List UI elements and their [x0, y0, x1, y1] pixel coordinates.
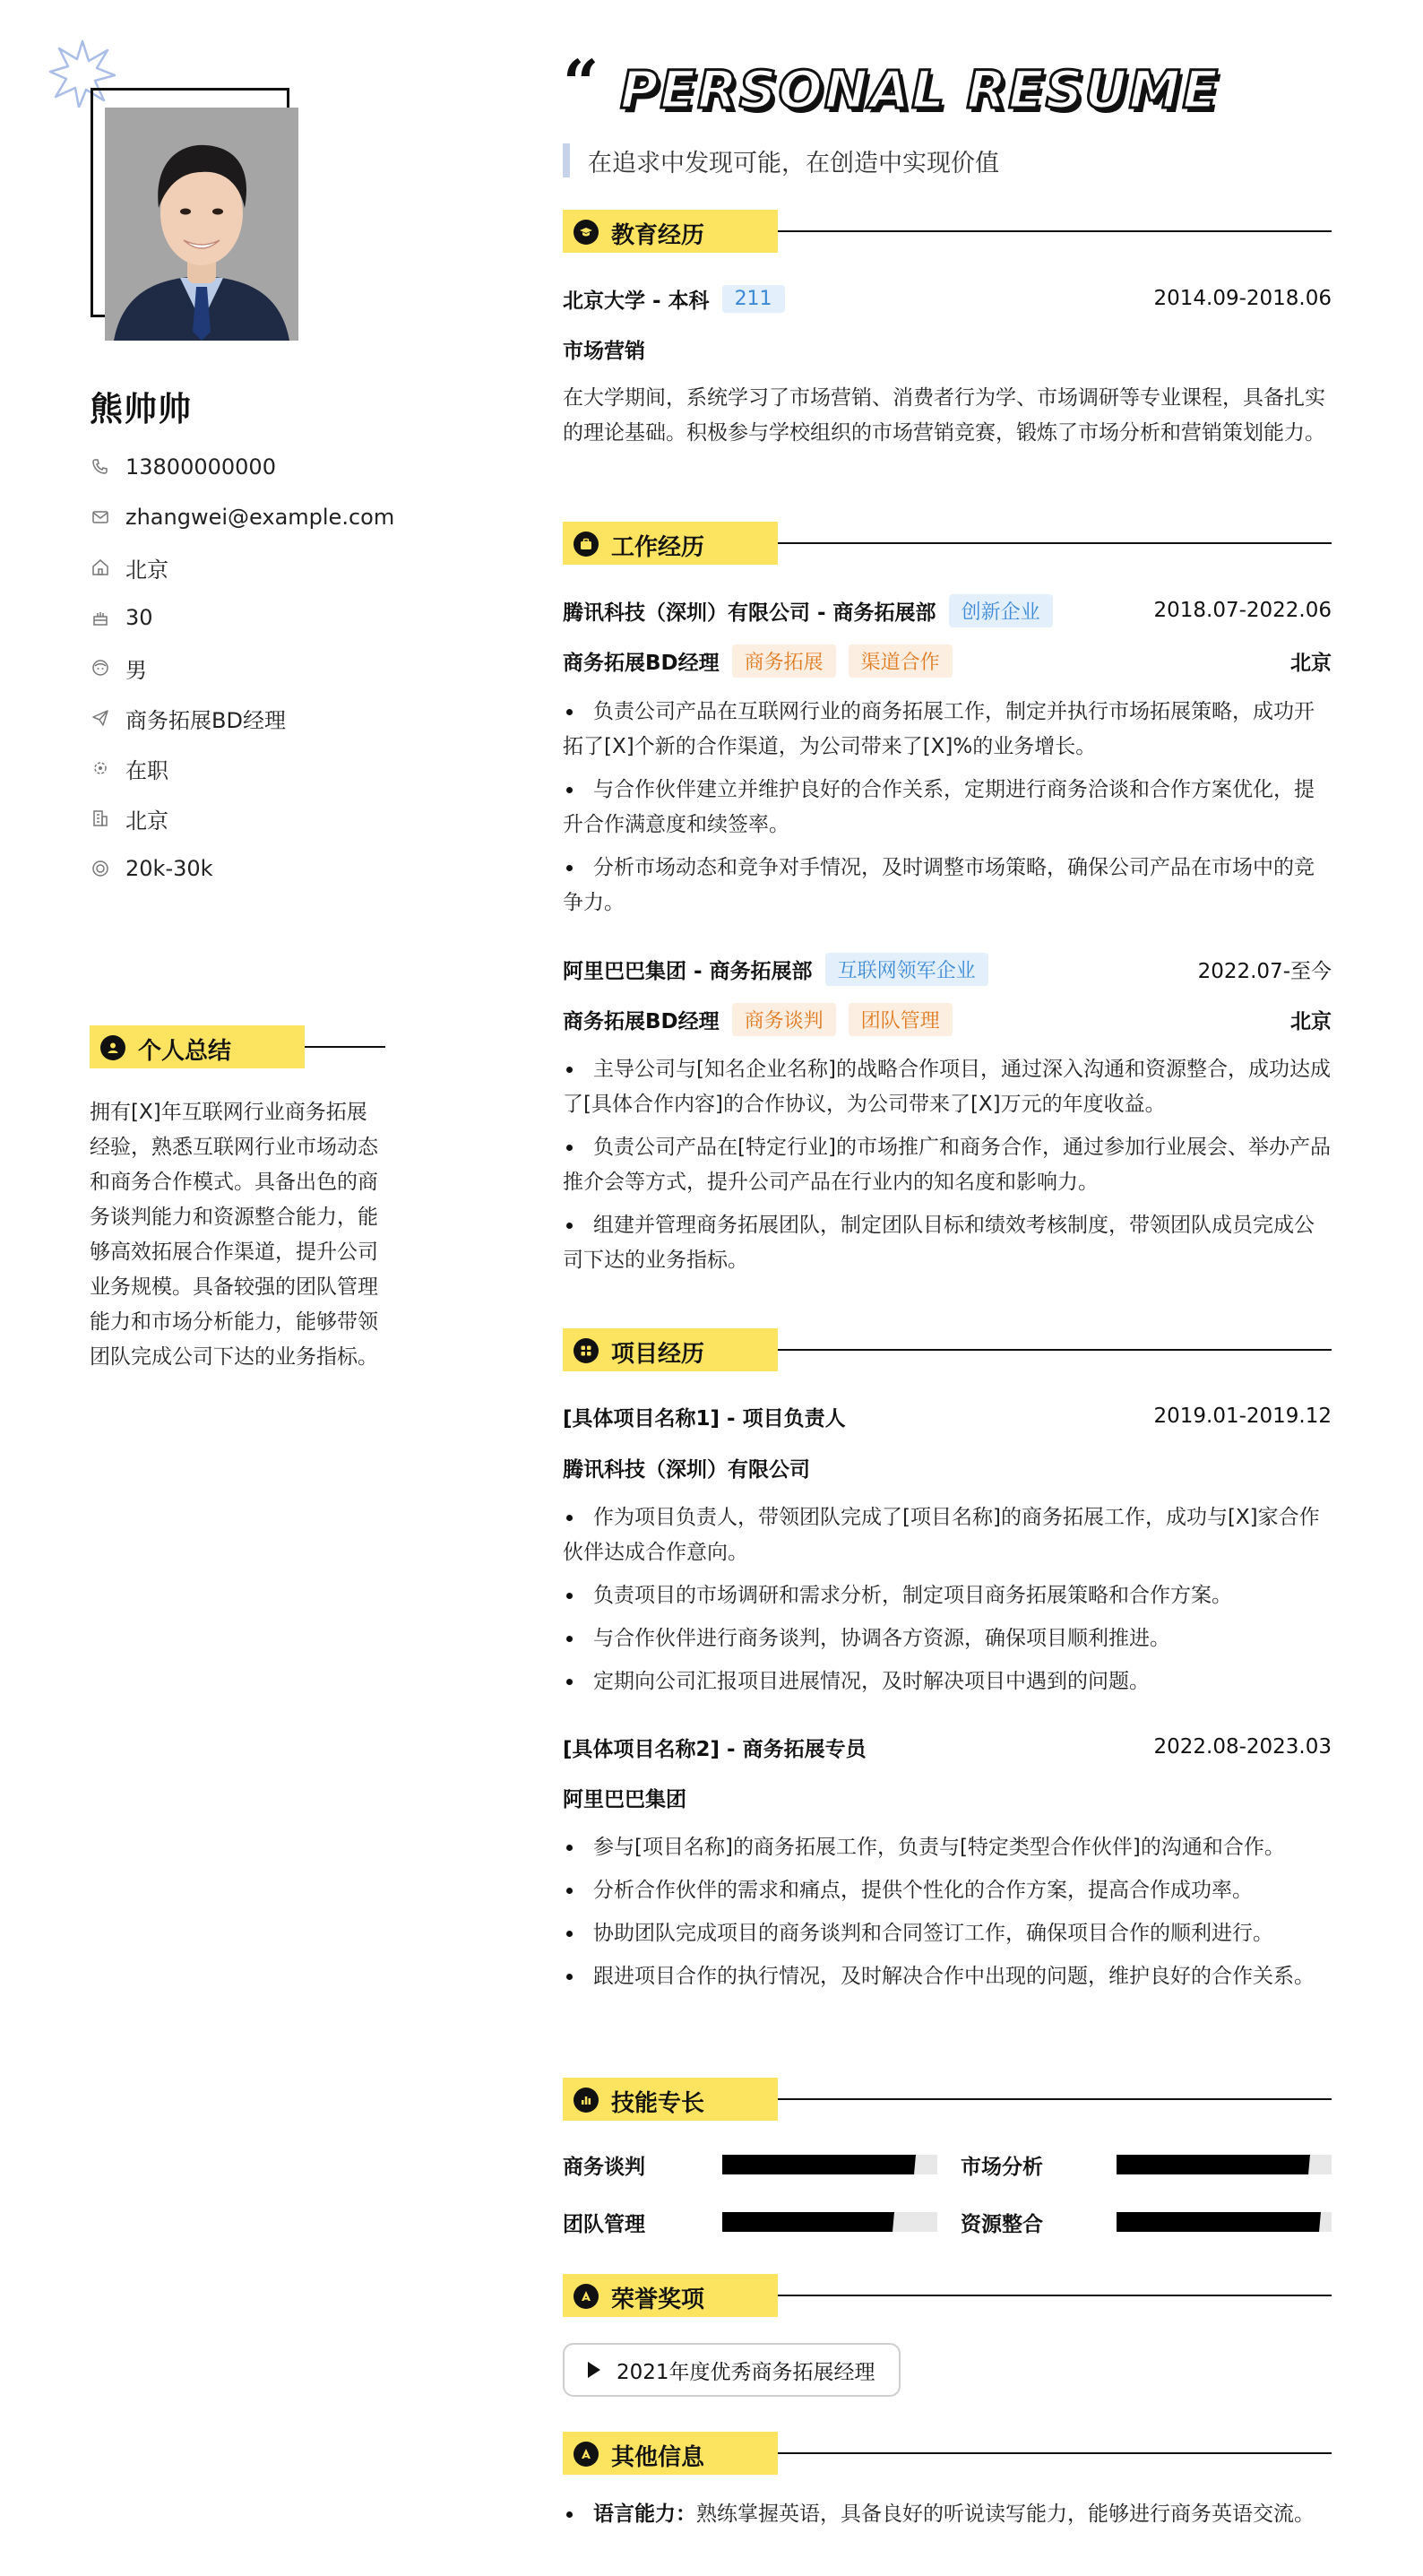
list-item: 分析市场动态和竞争对手情况，及时调整市场策略，确保公司产品在市场中的竞争力。 [563, 851, 1332, 921]
candidate-name: 熊帅帅 [90, 390, 192, 428]
list-item: 与合作伙伴建立并维护良好的合作关系，定期进行商务洽谈和合作方案优化，提升合作满意度和续签率。 [563, 773, 1332, 843]
other-key: 语言能力： [593, 2503, 696, 2526]
position: 商务拓展BD经理 [563, 1009, 720, 1033]
list-item: 作为项目负责人，带领团队完成了[项目名称]的商务拓展工作，成功与[X]家合作伙伴达成合作意向。 [563, 1500, 1332, 1570]
job-header [563, 954, 1332, 984]
bar-chart-icon [574, 2088, 599, 2113]
job-header [563, 595, 1332, 626]
skill-tag: 渠道合作 [849, 644, 953, 678]
major: 市场营销 [563, 339, 645, 363]
info-text: 在职 [125, 757, 168, 783]
other-value: 熟练掌握英语，具备良好的听说读写能力，能够进行商务英语交流。 [696, 2503, 1315, 2526]
section-title: 荣誉奖项 [611, 2286, 705, 2313]
list-item: 定期向公司汇报项目进展情况，及时解决项目中遇到的问题。 [563, 1664, 1332, 1699]
company-tag: 互联网领军企业 [825, 953, 988, 986]
job-position-row [563, 1004, 1332, 1034]
project-name: [具体项目名称2] - 商务拓展专员 [563, 1737, 867, 1761]
info-row [90, 755, 168, 782]
info-text: 商务拓展BD经理 [125, 707, 286, 733]
section-other-header [563, 2432, 1332, 2475]
info-row [90, 504, 394, 531]
info-row [90, 554, 168, 581]
building-icon [90, 808, 111, 829]
job-position-row [563, 645, 1332, 676]
section-awards-header [563, 2274, 1332, 2317]
play-icon [588, 2362, 600, 2378]
section-skills-header [563, 2078, 1332, 2121]
education-date: 2014.09-2018.06 [1153, 287, 1332, 310]
info-badge-icon [574, 2442, 599, 2467]
education-desc: 在大学期间，系统学习了市场营销、消费者行为学、市场调研等专业课程，具备扎实的理论基础。积极参与学校组织的市场营销竞赛，锻炼了市场分析和营销策划能力。 [563, 386, 1325, 445]
info-text: 13800000000 [125, 454, 276, 480]
school-name: 北京大学 - 本科 [563, 289, 710, 313]
project-bullets [563, 1830, 1332, 2002]
info-row [90, 454, 276, 480]
list-item: 负责公司产品在互联网行业的商务拓展工作，制定并执行市场拓展策略，成功开拓了[X]个新的合作渠道，为公司带来了[X]%的业务增长。 [563, 695, 1332, 765]
status-icon [90, 757, 111, 779]
skill-bar [1117, 2212, 1332, 2232]
section-title: 其他信息 [611, 2444, 705, 2471]
cake-icon [90, 607, 111, 628]
mail-icon [90, 506, 111, 528]
user-icon [100, 1035, 125, 1060]
graduation-cap-icon [574, 220, 599, 245]
send-icon [90, 707, 111, 729]
info-row [90, 805, 168, 832]
resume-title: PERSONAL RESUME [620, 59, 1220, 120]
skill-name: 资源整合 [961, 2212, 1043, 2236]
motto-text: 在追求中发现可能，在创造中实现价值 [588, 150, 999, 177]
project-bullets [563, 1500, 1332, 1707]
job-city: 北京 [1290, 1009, 1332, 1033]
skill-bar-fill [722, 2155, 916, 2174]
list-item: 组建并管理商务拓展团队，制定团队目标和绩效考核制度，带领团队成员完成公司下达的业务指标。 [563, 1208, 1332, 1278]
skill-bar [722, 2212, 937, 2232]
list-item: 分析合作伙伴的需求和痛点，提供个性化的合作方案，提高合作成功率。 [563, 1873, 1332, 1908]
skill-tag: 团队管理 [849, 1003, 953, 1036]
award-text: 2021年度优秀商务拓展经理 [617, 2360, 875, 2384]
info-text: 男 [125, 657, 147, 683]
section-title: 个人总结 [138, 1038, 232, 1065]
project-date: 2019.01-2019.12 [1153, 1405, 1332, 1428]
list-item: 负责公司产品在[特定行业]的市场推广和商务合作，通过参加行业展会、举办产品推介会等方式，提升公司产品在行业内的知名度和影响力。 [563, 1130, 1332, 1200]
company-tag: 创新企业 [949, 594, 1053, 627]
info-text: 北京 [125, 557, 168, 583]
list-item: 参与[项目名称]的商务拓展工作，负责与[特定类型合作伙伴]的沟通和合作。 [563, 1830, 1332, 1865]
job-bullets [563, 1052, 1332, 1286]
avatar [105, 108, 298, 341]
education-row [563, 283, 1332, 314]
skill-bar-fill [1117, 2155, 1310, 2174]
section-projects-header [563, 1328, 1332, 1371]
skill-name: 团队管理 [563, 2212, 645, 2236]
major-row [563, 333, 1332, 364]
list-item: 主导公司与[知名企业名称]的战略合作项目，通过深入沟通和资源整合，成功达成了[具体合作内容]的合作协议，为公司带来了[X]万元的年度收益。 [563, 1052, 1332, 1122]
list-item: 负责项目的市场调研和需求分析，制定项目商务拓展策略和合作方案。 [563, 1578, 1332, 1613]
section-title: 项目经历 [611, 1341, 705, 1368]
position: 商务拓展BD经理 [563, 651, 720, 675]
skill-bar [1117, 2155, 1332, 2174]
skill-bar [722, 2155, 937, 2174]
info-row [90, 654, 147, 681]
company-name: 腾讯科技（深圳）有限公司 - 商务拓展部 [563, 601, 936, 625]
section-title: 技能专长 [611, 2090, 705, 2117]
skill-tag: 商务拓展 [732, 644, 836, 678]
job-bullets [563, 695, 1332, 929]
quote-mark: “ [563, 46, 599, 120]
school-tag: 211 [722, 285, 785, 313]
project-date: 2022.08-2023.03 [1153, 1735, 1332, 1759]
salary-icon [90, 858, 111, 879]
info-row [90, 855, 213, 882]
info-text: zhangwei@example.com [125, 505, 395, 530]
grid-icon [574, 1338, 599, 1363]
info-text: 北京 [125, 808, 168, 834]
project-header [563, 1401, 1332, 1431]
info-text: 30 [125, 605, 153, 630]
project-org-row [563, 1782, 1332, 1812]
section-title: 工作经历 [611, 534, 705, 561]
project-org: 腾讯科技（深圳）有限公司 [563, 1457, 810, 1482]
phone-icon [90, 456, 111, 478]
home-icon [90, 557, 111, 578]
skill-name: 商务谈判 [563, 2155, 645, 2179]
job-date: 2018.07-2022.06 [1153, 599, 1332, 622]
info-row [90, 604, 153, 631]
list-item: 与合作伙伴进行商务谈判，协调各方资源，确保项目顺利推进。 [563, 1621, 1332, 1656]
company-name: 阿里巴巴集团 - 商务拓展部 [563, 959, 813, 983]
skill-bar-fill [1117, 2212, 1321, 2232]
job-city: 北京 [1290, 651, 1332, 675]
list-item: 协助团队完成项目的商务谈判和合同签订工作，确保项目合作的顺利进行。 [563, 1916, 1332, 1951]
section-title: 教育经历 [611, 222, 705, 249]
project-header [563, 1732, 1332, 1762]
section-work-header [563, 522, 1332, 565]
gender-icon [90, 657, 111, 679]
info-text: 20k-30k [125, 856, 213, 881]
award-item [563, 2343, 901, 2397]
list-item: 跟进项目合作的执行情况，及时解决合作中出现的问题，维护良好的合作关系。 [563, 1959, 1332, 1994]
info-row [90, 705, 286, 731]
briefcase-icon [574, 532, 599, 557]
section-education-header [563, 210, 1332, 253]
other-info-item [563, 2497, 1332, 2532]
section-summary-header [90, 1025, 385, 1068]
motto-accent-bar [563, 143, 570, 177]
summary-text: 拥有[X]年互联网行业商务拓展经验，熟悉互联网行业市场动态和商务合作模式。具备出色的商务谈判能力和资源整合能力，能够高效拓展合作渠道，提升公司业务规模。具备较强的团队管理能力和市场分析能力，能够带领团队完成公司下达的业务指标。 [90, 1101, 378, 1369]
award-icon [574, 2284, 599, 2309]
project-org: 阿里巴巴集团 [563, 1787, 686, 1811]
skill-bar-fill [722, 2212, 894, 2232]
skill-name: 市场分析 [961, 2155, 1043, 2179]
job-date: 2022.07-至今 [1197, 959, 1332, 983]
project-name: [具体项目名称1] - 项目负责人 [563, 1406, 846, 1431]
skill-tag: 商务谈判 [732, 1003, 836, 1036]
project-org-row [563, 1452, 1332, 1482]
